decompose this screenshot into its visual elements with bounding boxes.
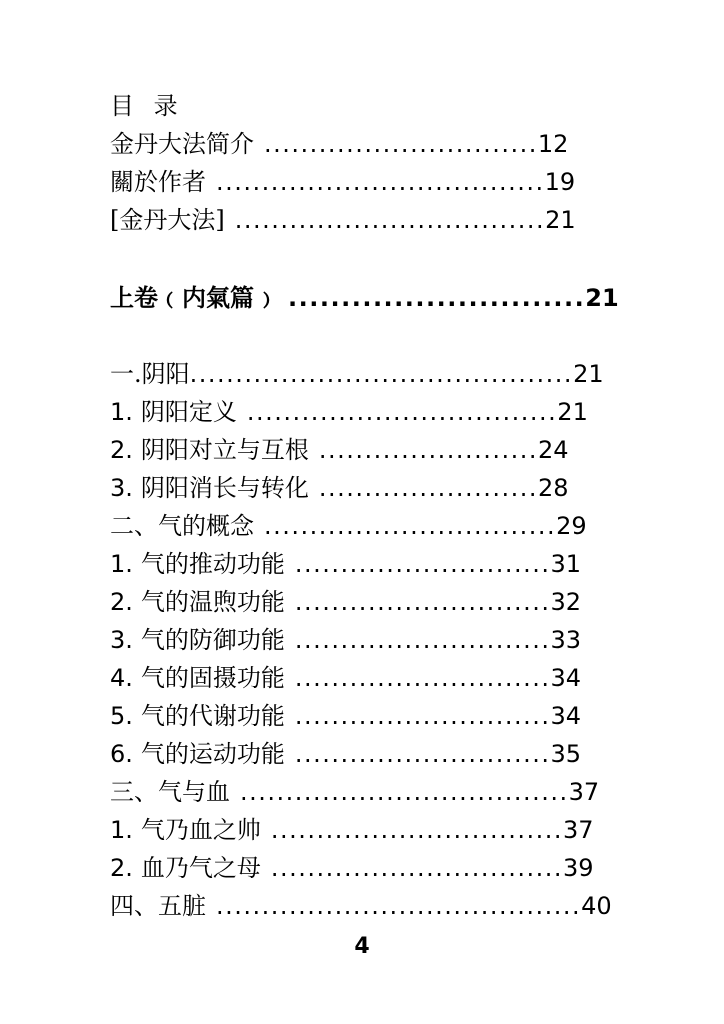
toc-entry-text: 四、五脏 (110, 892, 206, 920)
toc-leader: ............................ (294, 702, 551, 730)
toc-page-number: 40 (581, 892, 612, 920)
toc-entry-text: 金丹大法简介 (110, 130, 254, 158)
toc-leader: ................................ (270, 854, 564, 882)
toc-entry-text: 血乃气之母 (140, 854, 261, 882)
toc-entry-text: 阴阳定义 (140, 398, 237, 426)
toc-entry (110, 622, 581, 658)
toc-entry-number: 1. (110, 398, 133, 426)
toc-entry-text: 气的防御功能 (140, 626, 285, 654)
toc-entry-number: 5. (110, 702, 133, 730)
toc-entry-number: 2. (110, 854, 133, 882)
toc-page-number: 28 (538, 474, 569, 502)
toc-entry-text: 气的代谢功能 (140, 702, 285, 730)
toc-page-number: 37 (563, 816, 594, 844)
toc-leader: ............................ (294, 550, 551, 578)
toc-page-number: 29 (556, 512, 587, 540)
toc-entry (110, 356, 604, 392)
toc-entry-text: 三、气与血 (110, 778, 230, 806)
toc-entry-text: 上卷﹙内氣篇﹚ (110, 284, 278, 312)
toc-entry-number: 1. (110, 550, 133, 578)
toc-entry (110, 546, 581, 582)
toc-entry-text: 气的运动功能 (140, 740, 285, 768)
toc-leader: .............................. (264, 130, 538, 158)
toc-entry (110, 126, 568, 162)
toc-leader: ............................ (288, 284, 586, 312)
toc-page-number: 32 (550, 588, 582, 616)
toc-leader: .................................... (240, 778, 569, 806)
toc-entry-number: 3. (110, 474, 133, 502)
toc-entry (110, 164, 575, 200)
toc-page-number: 34 (550, 664, 582, 692)
toc-entry (110, 850, 594, 886)
toc-entry-text: 气的固摄功能 (140, 664, 285, 692)
toc-entry (110, 660, 581, 696)
toc-page-number: 12 (537, 130, 569, 158)
toc-entry-number: 3. (110, 626, 133, 654)
toc-entry (110, 432, 569, 468)
toc-entry-text: 气的温煦功能 (140, 588, 285, 616)
toc-entry (110, 584, 581, 620)
toc-leader: ............................ (294, 588, 551, 616)
toc-leader: ........................................ (216, 892, 582, 920)
toc-entry-number: 2. (110, 436, 133, 464)
toc-leader: ................................ (270, 816, 564, 844)
toc-entry (110, 698, 581, 734)
toc-leader: ................................ (264, 512, 557, 540)
toc-entry (110, 774, 599, 810)
toc-leader: ........................ (318, 474, 538, 502)
toc-entry-text: 一.阴阳 (110, 360, 190, 388)
toc-entry-number: 2. (110, 588, 133, 616)
toc-leader: .................................... (216, 168, 545, 196)
toc-section-entry (110, 280, 619, 316)
toc-entry-text: 气乃血之帅 (140, 816, 261, 844)
toc-page-number: 37 (568, 778, 600, 806)
toc-page-number: 21 (573, 360, 604, 388)
toc-page-number: 21 (545, 206, 576, 234)
page-number: 4 (354, 934, 370, 959)
toc-page-number: 19 (544, 168, 576, 196)
toc-entry-text: 阴阳对立与互根 (140, 436, 309, 464)
toc-entry-number: 6. (110, 740, 133, 768)
toc-leader: ............................ (294, 626, 551, 654)
toc-entry (110, 736, 581, 772)
toc-title: 目 录 (110, 92, 184, 120)
toc-entry-text: 阴阳消长与转化 (140, 474, 309, 502)
toc-entry (110, 202, 576, 238)
toc-page-number: 35 (550, 740, 582, 768)
toc-entry-text: 气的推动功能 (140, 550, 285, 578)
toc-entry-text: [金丹大法] (110, 206, 225, 234)
toc-page-number: 21 (557, 398, 588, 426)
toc-leader: ............................ (294, 740, 551, 768)
toc-page-number: 31 (550, 550, 582, 578)
toc-leader: .................................. (234, 206, 546, 234)
toc-leader: .......................................... (189, 360, 574, 388)
toc-page-number: 39 (563, 854, 594, 882)
toc-page-number: 21 (585, 284, 619, 312)
toc-entry-text: 關於作者 (110, 168, 206, 196)
toc-leader: .................................. (246, 398, 558, 426)
toc-page-number: 34 (550, 702, 582, 730)
toc-entry-number: 1. (110, 816, 133, 844)
toc-leader: ............................ (294, 664, 551, 692)
toc-leader: ........................ (318, 436, 538, 464)
toc-entry (110, 394, 588, 430)
toc-entry (110, 508, 587, 544)
toc-page-number: 24 (538, 436, 569, 464)
toc-entry-text: 二、气的概念 (110, 512, 254, 540)
toc-page-number: 33 (550, 626, 582, 654)
toc-entry-number: 4. (110, 664, 133, 692)
toc-entry (110, 470, 569, 506)
toc-entry (110, 888, 612, 924)
toc-entry (110, 812, 594, 848)
